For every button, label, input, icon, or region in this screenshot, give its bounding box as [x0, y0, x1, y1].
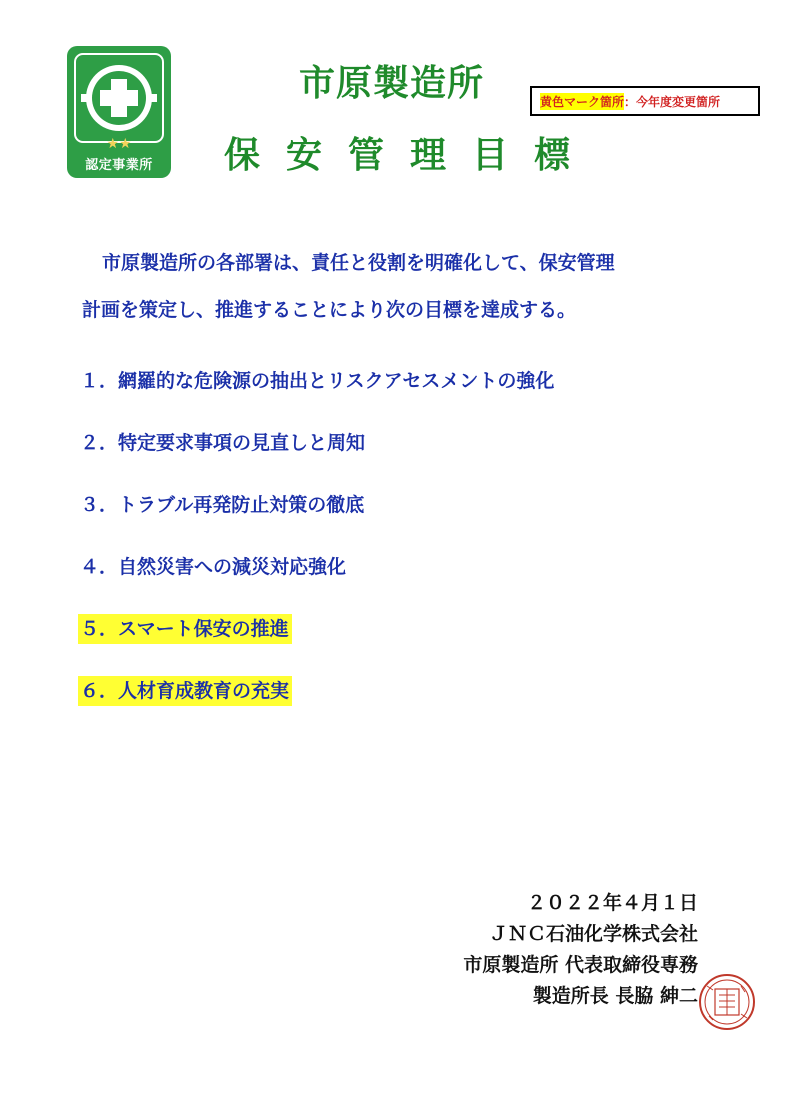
- goal-item: [78, 614, 557, 676]
- goal-text-highlighted: ６．人材育成教育の充実: [78, 676, 292, 706]
- signer-position: 市原製造所 代表取締役専務: [463, 954, 698, 976]
- goal-text: ４．自然災害への減災対応強化: [80, 556, 347, 578]
- red-seal-stamp-icon: [697, 972, 757, 1032]
- goal-item: [78, 366, 557, 428]
- goal-item: [78, 490, 557, 552]
- goal-text: ２．特定要求事項の見直しと周知: [80, 432, 366, 454]
- intro-line-2: 計画を策定し、推進することにより次の目標を達成する。: [82, 299, 577, 321]
- goal-item: [78, 428, 557, 490]
- page-subtitle: 保安管理目標: [224, 135, 597, 176]
- goal-text: １．網羅的な危険源の抽出とリスクアセスメントの強化: [80, 370, 555, 392]
- safety-cross-tank-icon: [67, 46, 171, 154]
- certified-facility-logo: [67, 46, 171, 178]
- goal-text-highlighted: ５．スマート保安の推進: [78, 614, 292, 644]
- page-title: 市原製造所: [299, 63, 485, 104]
- goal-item: [78, 676, 557, 738]
- signer-name: 製造所長 長脇 紳二: [532, 985, 698, 1007]
- goals-list: [78, 366, 557, 738]
- legend-box: [530, 86, 760, 116]
- intro-paragraph: [82, 240, 762, 334]
- intro-line-1: 市原製造所の各部署は、責任と役割を明確化して、保安管理: [102, 252, 615, 274]
- signature-block: [463, 888, 698, 1012]
- goal-item: [78, 552, 557, 614]
- issue-date: ２０２２年４月１日: [526, 892, 698, 914]
- logo-stars: ★★: [106, 136, 132, 152]
- goal-text: ３．トラブル再発防止対策の徹底: [80, 494, 365, 516]
- legend-description: ：今年度変更箇所: [624, 94, 721, 109]
- legend-highlight-label: 黄色マーク箇所: [540, 94, 625, 109]
- logo-caption: 認定事業所: [85, 158, 153, 173]
- company-name: ＪＮＣ石油化学株式会社: [488, 923, 698, 945]
